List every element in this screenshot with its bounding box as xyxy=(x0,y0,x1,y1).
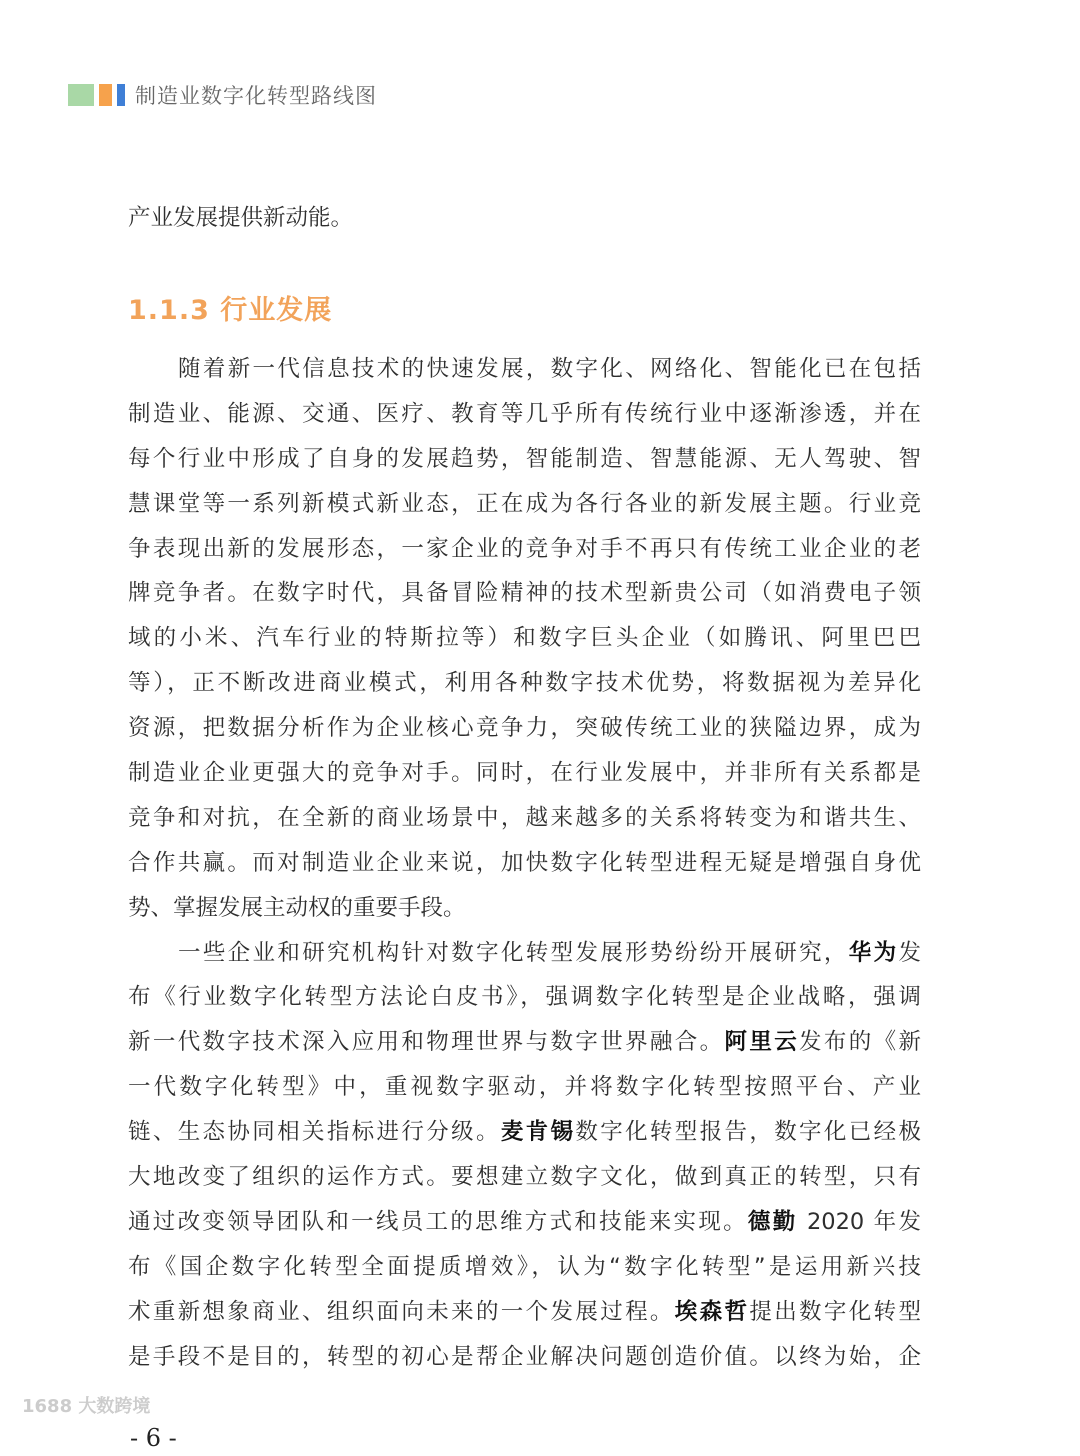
text-segment: 资源，把数据分析作为企业核心竞争力，突破传统工业的狭隘边界，成为 xyxy=(128,715,921,742)
body-text xyxy=(128,347,921,1379)
text-line xyxy=(128,571,921,616)
text-line xyxy=(128,527,921,572)
text-segment: 布《国企数字化转型全面提质增效》，认为“数字化转型”是运用新兴技 xyxy=(128,1253,921,1280)
text-line xyxy=(128,931,921,976)
text-segment: 新一代数字技术深入应用和物理世界与数字世界融合。 xyxy=(128,1029,725,1056)
bold-org-name: 阿里云 xyxy=(724,1029,800,1056)
text-segment: 慧课堂等一系列新模式新业态，正在成为各行各业的新发展主题。行业竞 xyxy=(128,490,921,517)
text-segment: 发布的《新 xyxy=(799,1029,921,1056)
text-segment: 布《行业数字化转型方法论白皮书》，强调数字化转型是企业战略，强调 xyxy=(128,984,921,1011)
text-segment: 是手段不是目的，转型的初心是帮企业解决问题创造价值。以终为始，企 xyxy=(128,1343,921,1370)
text-segment: 术重新想象商业、组织面向未来的一个发展过程。 xyxy=(128,1298,675,1325)
header-title: 制造业数字化转型路线图 xyxy=(135,84,377,108)
watermark-text: 大数跨境 xyxy=(78,1396,151,1417)
running-header xyxy=(68,83,377,107)
bold-org-name: 埃森哲 xyxy=(674,1298,750,1325)
watermark-logo: 1688 大数跨境 xyxy=(22,1396,151,1417)
text-segment: 提出数字化转型 xyxy=(749,1298,921,1325)
text-segment: 等），正不断改进商业模式，利用各种数字技术优势，将数据视为差异化 xyxy=(128,670,921,697)
page-number: - 6 - xyxy=(130,1424,177,1452)
text-line xyxy=(128,1290,921,1335)
text-segment: 争表现出新的发展形态，一家企业的竞争对手不再只有传统工业企业的老 xyxy=(128,535,921,562)
bold-org-name: 华为 xyxy=(848,939,899,966)
text-segment: 发 xyxy=(898,939,921,966)
text-line xyxy=(128,347,921,392)
text-segment: 域的小米、汽车行业的特斯拉等）和数字巨头企业（如腾讯、阿里巴巴 xyxy=(128,625,921,652)
text-line xyxy=(128,482,921,527)
text-line xyxy=(128,1245,921,1290)
text-line xyxy=(128,1155,921,1200)
text-line xyxy=(128,975,921,1020)
text-line xyxy=(128,1065,921,1110)
text-segment: 每个行业中形成了自身的发展趋势，智能制造、智慧能源、无人驾驶、智 xyxy=(128,445,921,472)
text-segment: 大地改变了组织的运作方式。要想建立数字文化，做到真正的转型，只有 xyxy=(128,1164,921,1191)
bold-org-name: 德勤 xyxy=(747,1208,798,1235)
intro-line: 产业发展提供新动能。 xyxy=(128,205,354,231)
text-line xyxy=(128,1200,921,1245)
bold-org-name: 麦肯锡 xyxy=(500,1119,576,1146)
text-line xyxy=(128,437,921,482)
text-segment: 势、掌握发展主动权的重要手段。 xyxy=(128,894,466,921)
text-segment: 随着新一代信息技术的快速发展，数字化、网络化、智能化已在包括 xyxy=(178,356,921,382)
text-line xyxy=(128,841,921,886)
text-segment: 竞争和对抗，在全新的商业场景中，越来越多的关系将转变为和谐共生、 xyxy=(128,804,921,831)
header-green-block xyxy=(68,84,94,106)
text-line xyxy=(128,1335,921,1380)
text-line xyxy=(128,751,921,796)
text-line xyxy=(128,1020,921,1065)
text-line xyxy=(128,661,921,706)
header-blue-block xyxy=(117,84,125,106)
text-line xyxy=(128,392,921,437)
text-line xyxy=(128,706,921,751)
text-segment: 合作共赢。而对制造业企业来说，加快数字化转型进程无疑是增强自身优 xyxy=(128,849,921,876)
text-segment: 牌竞争者。在数字时代，具备冒险精神的技术型新贵公司（如消费电子领 xyxy=(128,580,921,607)
text-line xyxy=(128,616,921,661)
text-segment: 一些企业和研究机构针对数字化转型发展形势纷纷开展研究， xyxy=(178,939,849,966)
text-segment: 一代数字化转型》中，重视数字驱动，并将数字化转型按照平台、产业 xyxy=(128,1074,921,1101)
text-segment: 制造业企业更强大的竞争对手。同时，在行业发展中，并非所有关系都是 xyxy=(128,760,921,787)
text-segment: 制造业、能源、交通、医疗、教育等几乎所有传统行业中逐渐渗透，并在 xyxy=(128,400,921,427)
text-line xyxy=(128,1110,921,1155)
section-heading: 1.1.3 行业发展 xyxy=(128,295,333,326)
text-segment: 2020 年发 xyxy=(797,1208,921,1235)
header-orange-block xyxy=(99,84,112,106)
text-segment: 链、生态协同相关指标进行分级。 xyxy=(128,1119,501,1146)
text-segment: 通过改变领导团队和一线员工的思维方式和技能来实现。 xyxy=(128,1208,748,1235)
text-segment: 数字化转型报告，数字化已经极 xyxy=(575,1119,921,1146)
text-line xyxy=(128,796,921,841)
text-line xyxy=(128,886,921,931)
